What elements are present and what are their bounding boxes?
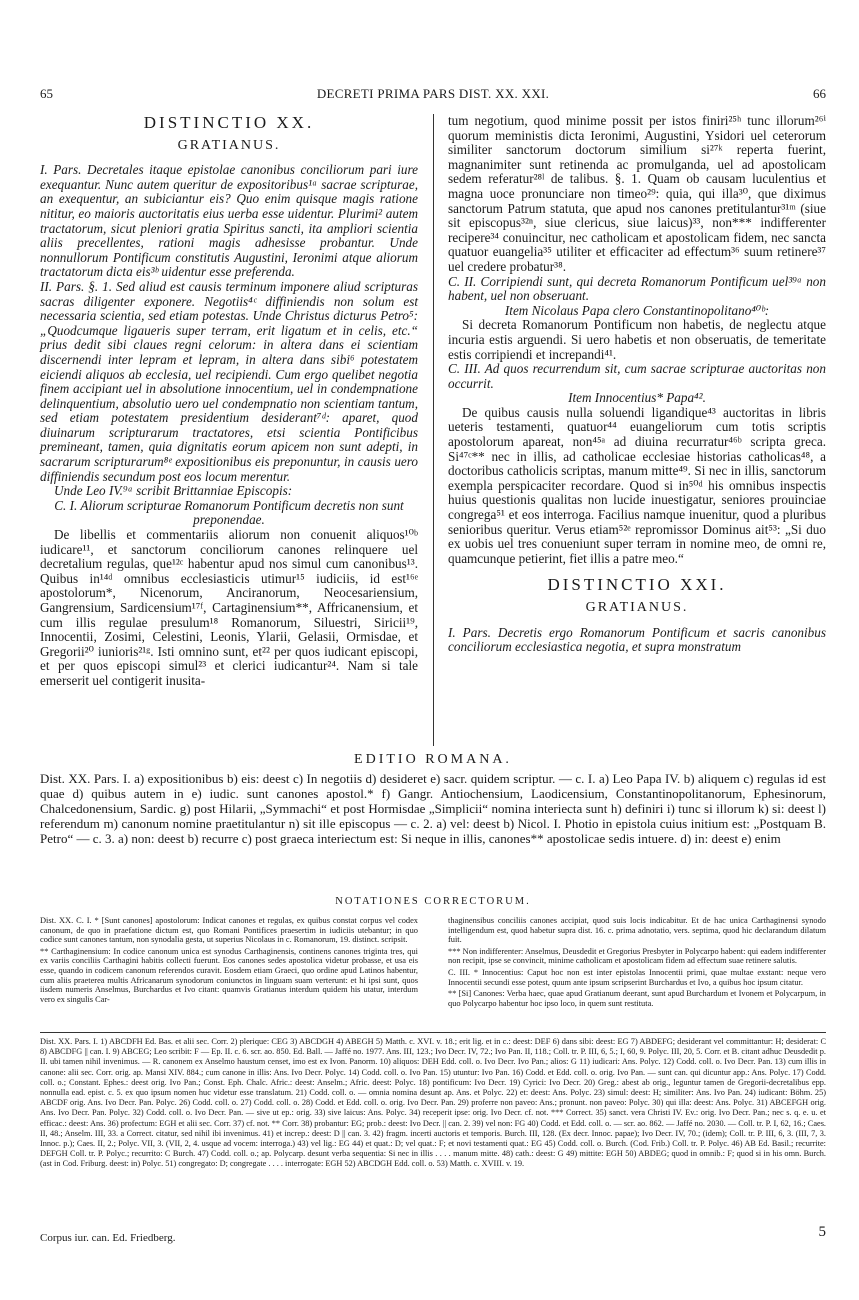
note-paragraph: ** [Si] Canones: Verba haec, quae apud Gratianum deerant, sunt apud Burchardum et Ivonem et Polycarpum, in quo Polycarpo habentur hoc ipso loco, in quem sunt restituta.	[448, 989, 826, 1008]
critical-apparatus: Dist. XX. Pars. I. 1) ABCDFH Ed. Bas. et alii sec. Corr. 2) plerique: CEG 3) ABCDGH 4) ABEGH 5) Matth. c. XVI. v. 18.; erit lig. et in c.: deest: DEF 6) dans sibi: deest: EG 7) ABDEFG; desiderant vel committantur: H; desiderat: C 8) ABCDFG || can. I. 9) ABCEG; Leo scribit: F — Ep. II. c. 6. scr. ao. 850. Ed. Ball. — Jaffé no. 1977. Ans. III, 123.; Ivo Decr. IV, 72.; Ivo Pan. II, 118.; Coll. tr. P. III, 6, 5.; I, 60, 9. Polyc. III, 20, 5. Corr. et B. citant adhuc Deusdedit p. II. ubi tamen nihil invenimus. — R. canonem ex Anselmo haustum censet, imo est ex Ivon. Panorm. 10) aliquos: DEH Edd. coll. o. Ivo Decr. Ivo Pan.; alios: G 11) iudicari: Ans. Polyc. 12) Codd. coll. o. Ivo Decr. Pan. 13) cum illis in canone: alii sec. Corr. orig. ap. Mansi XIV. 884.; cum canone in illis: Ans. Ivo Decr. Polyc. 14) Codd. coll. o. Ivo Pan. 15) utuntur: Ivo Pan. 16) Codd. et Edd. coll. o. orig. Ivo Pan. — sunt can. qui dicuntur app.: Ans. Polyc. 17) Codd. coll. o.; Constant. Ephes.: deest orig. Ivo Pan.; Const. Eph. Chalc. Afric.: deest: Anselm.; Afric. deest: Polyc. 18) pontificum: Ivo Decr. 19) Cyrici: Ivo Decr. 20) Greg.: abest ab orig., leguntur tamen de Gregorii-decretalibus epp. nonnulla ead. epist. c. 5. ex quo ipsum nomen huc videtur esse translatum. 21) Codd. coll. o. — omnia nomina desunt ap. Ans. et Polyc. 22) et: deest: Ans. Polyc. 23) simul: deest: H; similiter: Ans. Ivo Pan. 24) iudicant: Böhm. 25) ABCDF orig. Ans. Ivo Decr. Pan. Polyc. 26) Codd. coll. o. 27) Codd. coll. o. 28) Codd. et Edd. coll. o. orig. Ivo Decr. Pan. 29) proferre non paveo: Ans.; pronunt. non paveo: Polyc. 30) qui illa: deest: Ans. Polyc. 31) ABCEFGH orig. Ans. Ivo Decr. Pan. Polyc. 32) Codd. coll. o. Ivo Decr. Pan. — sive ut ep.: orig. 33) sive laicus: Ans. Polyc. 34) receperit ipse: orig. Ivo Decr. cf. not. *** Correct. 35) sanct. vera Christi IV. Ev.: orig. Ivo Decr. Pan.; nec s. q. e. u. et efficac.: deest: Ans. 36) profectum: EGH et alii sec. Corr. 37) cf. not. ** Corr. 38) probantur: EG; prob.: deest: Ivo Decr. || can. 2. 39) vel non: FG 40) Codd. et Edd. coll. o. — scr. ao. 862. — Jaffé no. 2030. — Coll. tr. P. I, 62, 16.; Caes. II, 48.; Anselm. III, 33. a Correct. citatur, sed nihil ibi invenimus. 41) et increp.: deest: D || can. 3. 42) fragm. incerti auctoris et temporis. Burch. III, 128. (Ex decr. Innoc. papae); Ivo Decr. IV, 70.; (idem); Coll. tr. P. III, 6, 3. (III, 7, 3. Innoc. p.); Caes. II, 2.; Polyc. VII, 3. (VII, 2, 4. usque ad vocem: interroga.) 43) vel lig.: EG 44) et quat.: D; vel quat.: F; et novi testamenti quat.: EG 45) Codd. coll. o. Burch. (Cod. Frib.) Coll. tr. P. Polyc. 46) AB Ed. Basil.; recurrite: DEFGH Coll. tr. P. Polyc.; recurrito: C Burch. 47) Codd. coll. o.; ap. Polycarp. desunt verba sequentia: Si nec in illis . . . . manum mitte. 48) cath.: deest: G 49) mittite: EGH 50) ABDEG; quod in omnib.: F; quod si in his omn. Burch. (ast in Cod. Friburg. deest: in) Polyc. 51) congregato: D; congregate . . . . interrogate: EGH 52) ABCDGH Edd. coll. o. 53) Matth. c. XVIII. v. 19.	[40, 1032, 826, 1170]
dist-21-pars-1: I. Pars. Decretis ergo Romanorum Pontificum et sacris canonibus conciliorum ecclesiastica negotia, et supra monstratum	[448, 624, 826, 655]
gratianus-heading-2: GRATIANUS.	[585, 600, 689, 615]
page-number-right: 66	[813, 86, 826, 101]
c1-text: De libellis et commentariis aliorum non conuenit aliquos¹⁰ᵇ iudicare¹¹, et sanctorum conciliorum canones relinquere uel decretalium regulas, que¹²ᶜ habentur apud nos simul cum canonibus¹³. Quibus in¹⁴ᵈ omnibus ecclesiasticis utimur¹⁵ iudiciis, id est¹⁶ᵉ apostolorum*, Nicenorum, Anciranorum, Neocesariensium, Gangrensium, Sardicensium¹⁷ᶠ, Cartaginensium**, Affricanensium, et cum illis regulae presulum¹⁸ Romanorum, Siluestri, Siricii¹⁹, Innocentii, Zosimi, Celestini, Leonis, Ylarii, Gelasii, Ormisdae, et Gregorii²⁰ iunioris²¹ᵍ. Isti omnino sunt, et²² per quos iudicant episcopi, et per quos episcopi simul²³ et clerici iudicantur²⁴. Nam si tale emerserit uel contigerit inusita-	[40, 527, 418, 688]
distinctio-21-heading: DISTINCTIO XXI.	[547, 575, 727, 595]
c1-continuation: tum negotium, quod minime possit per istos finiri²⁵ʰ tunc illorum²⁶ⁱ quorum meministis dicta Ieronimi, Augustini, Ysidori uel ceterorum similiter sanctorum doctorum similium si²⁷ᵏ reperta fuerint, magnanimiter sunt retinenda ac promulganda, uel ad apostolicam sedem referatur²⁸ˡ de talibus. §. 1. Quam ob causam luculentius et magna uoce pronunciare non timeo²⁹: quia, qui illa³⁰, que diximus sanctorum Patrum statuta, que apud nos canones pretitulantur³¹ᵐ (siue sit episcopus³²ⁿ, siue clericus, siue laicus)³³, non*** indifferenter recipere³⁴ conuincitur, nec catholicam et apostolicam fidem, nec sancta quatuor euangelia³⁵ utiliter et efficaciter ad effectum³⁶ suum retinere³⁷ uel credere probatur³⁸.	[448, 113, 826, 274]
right-column	[448, 114, 826, 655]
page-number-left: 65	[40, 86, 53, 101]
note-paragraph: thaginensibus conciliis canones accipiat, quod suis locis indicabitur. Et de hac unica Carthaginensi synodo intelligendum est, quod habetur supra dist. 16. c. prima adnotatio, vers. septima, quod hic declarandum dilatum fuit.	[448, 916, 826, 945]
note-paragraph: ** Carthaginensium: In codice canonum unica est synodus Carthaginensis, continens canones triginta tres, qui ex variis conciliis Carthagini habitis collecti fuerunt. Eos canones sedes apostolica videtur probasse, et usa eis esse, quando in codicem canonum referendos curavit. Eosdem etiam Graeci, quo ordine apud Latinos habentur, cum aliis praeterea multis Africanarum synodorum coniunctos in linguam suam verterunt: et hi ipsi sunt, quos iisdem numeris Anselmus, Burchardus et Ivo citant: quamvis Gratianus interdum quidem his utatur, interdum vero ex singulis Car-	[40, 946, 418, 1004]
main-text-columns	[40, 114, 826, 746]
note-paragraph: Dist. XX. C. I. * [Sunt canones] apostolorum: Indicat canones et regulas, ex quibus constat corpus vel codex canonum, de quo in praefatione dictum est, quo Romani Pontifices praesertim in iudiciis utebantur; in quo codice sunt canones tantum, non synodalia gesta, ut superius Nicolaus in c. Romanorum, 19. distinct. scripsit.	[40, 916, 418, 945]
notationes-right-column	[448, 916, 826, 1010]
running-title: DECRETI PRIMA PARS DIST. XX. XXI.	[316, 86, 550, 101]
c1-heading: C. I. Aliorum scripturae Romanorum Pontificum decretis non sunt preponendae.	[54, 497, 404, 528]
c3-text: De quibus causis nulla soluendi ligandique⁴³ auctoritas in libris ueteris testamenti, quatuor⁴⁴ euangeliorum cum totis scriptis apostolorum apareat, non⁴⁵ᵃ ad diuina recurratur⁴⁶ᵇ scripta greca. Si⁴⁷ᶜ** nec in illis, ad catholicae ecclesiae historias catholicas⁴⁸, a doctoribus catholicis scriptas, manum mitte⁴⁹. Si nec in illis, sanctorum exempla perspicaciter recordare. Quod si in⁵⁰ᵈ his omnibus inspectis huius questionis qualitas non lucide inuestigatur, seniores prouinciae congrega⁵¹ et eos interroga. Facilius namque inuenitur, quod a pluribus senioribus queritur. Verus etiam⁵²ᵉ repromissor Dominus ait⁵³: „Si duo ex uobis uel tres conueniunt super terram in nomine meo, de omni re, quamcunque petierint, fiet illis a patre meo.“	[448, 404, 826, 566]
c2-heading: C. II. Corripiendi sunt, qui decreta Romanorum Pontificum uel³⁹ᵃ non habent, uel non obseruant.	[448, 273, 826, 304]
c2-text: Si decreta Romanorum Pontificum non habetis, de neglectu atque incuria estis arguendi. Si uero habetis et non obseruatis, de temeritate estis corripiendi et increpandi⁴¹.	[448, 317, 826, 362]
notationes-heading: NOTATIONES CORRECTORUM.	[335, 896, 531, 907]
note-paragraph: *** Non indifferenter: Anselmus, Deusdedit et Gregorius Presbyter in Polycarpo habent: qui eadem indifferenter non recipit, ipse se convincit, minime catholicam et apostolicam fidem ad effectum suae retinere salutis.	[448, 946, 826, 966]
notationes-section	[40, 896, 826, 1008]
editio-romana-text: Dist. XX. Pars. I. a) expositionibus b) eis: deest c) In negotiis d) desideret e) sacr. quidem scriptur. — c. I. a) Leo Papa IV. b) aliquem c) regulas id est quae d) quibus autem in e) iudic. sunt canones apostol.* f) Gangr. Antiochensium, Laodicensium, Constantinopolitanorum, Ephesinorum, Chalcedonensium, Sardic. g) post Hilarii, „Symmachi“ et post Hormisdae „Simplicii“ nomina interiecta sunt h) definiri i) tunc si illorum k) si: deest l) referendum m) canonum nomine praetitulantur n) sit ille episcopus — c. 2. a) vel: deest b) Nicol. I. Photio in epistola cuius initium est: „Postquam B. Petro“ — c. 3. a) non: deest b) recurre c) post graeca interiectum est: Si neque in illis, canones** apostolicae sedis intuere. d) in: deest e) enim	[40, 771, 826, 846]
c3-item: Item Innocentius* Papa⁴².	[568, 390, 706, 406]
pars-2-paragraph: II. Pars. §. 1. Sed aliud est causis terminum imponere aliud scripturas sacras diligenter exponere. Negotiis⁴ᶜ diffiniendis non solum est necessaria scientia, sed etiam potestas. Unde Christus dicturus Petro⁵: „Quodcumque ligaueris super terram, erit ligatum et in celis, etc.“ prius dedit sibi claues regni celorum: in altera dans ei scientiam discernendi inter lepram et lepram, in altera dans sibi⁶ potestatem eiciendi aliquos ab ecclesia, uel recipiendi. Cum ergo quelibet negotia finem accipiant uel in absolutione innocentium, uel in condempnatione delinquentium, absolutio uero uel condempnatio non scientiam tantum, sed etiam potestatem presidentium desiderant⁷ᵈ: aparet, quod diuinarum scripturarum tractatores, etsi scientia Pontificibus premineant, tamen, quia dignitatis eorum apicem non sunt adepti, in sacrarum scripturarum⁸ᵉ expositionibus eis preponuntur, in causis uero diffiniendis secundum post eos locum merentur.	[40, 278, 418, 484]
left-column	[40, 114, 418, 689]
note-paragraph: C. III. * Innocentius: Caput hoc non est inter epistolas Innocentii primi, quae multae exstant: neque vero Innocentii secundi esse potest, quum ante ipsum scripserint Burchardus et Ivo, a quibus hoc ipsum citatur.	[448, 967, 826, 987]
pars-1-paragraph: I. Pars. Decretales itaque epistolae canonibus conciliorum pari iure exequantur. Nunc autem queritur de expositoribus¹ᵃ sacrae scripturae, an exequentur, an subiciantur eis? Quo enim quisque magis ratione nititur, eo maioris auctoritatis eius uerba esse uidentur. Plurimi² autem tractatorum, sicut pleniori gratia Spiritus sancti, ita ampliori scientia aliis precellentes, rationi magis adhesisse probantur. Unde nonnullorum Pontificum constitutis Augustini, Ieronimi atque aliorum tractatorum dicta eis³ᵇ uidentur esse preferenda.	[40, 162, 418, 280]
notationes-left-column	[40, 916, 418, 1006]
c2-item: Item Nicolaus Papa clero Constantinopolitano⁴⁰ᵇ:	[504, 302, 770, 318]
signature-number: 5	[818, 1224, 826, 1240]
editio-romana-section	[40, 752, 826, 846]
edition-credit: Corpus iur. can. Ed. Friedberg.	[40, 1232, 176, 1244]
c3-heading: C. III. Ad quos recurrendum sit, cum sacrae scripturae auctoritas non occurrit.	[448, 361, 826, 391]
editio-romana-heading: EDITIO ROMANA.	[354, 752, 512, 767]
gratianus-heading: GRATIANUS.	[177, 137, 281, 153]
distinctio-20-heading: DISTINCTIO XX.	[143, 113, 315, 132]
running-header	[40, 86, 826, 106]
column-divider	[433, 114, 434, 746]
leo-intro: Unde Leo IV.⁹ᵃ scribit Brittanniae Episcopis:	[54, 483, 293, 499]
